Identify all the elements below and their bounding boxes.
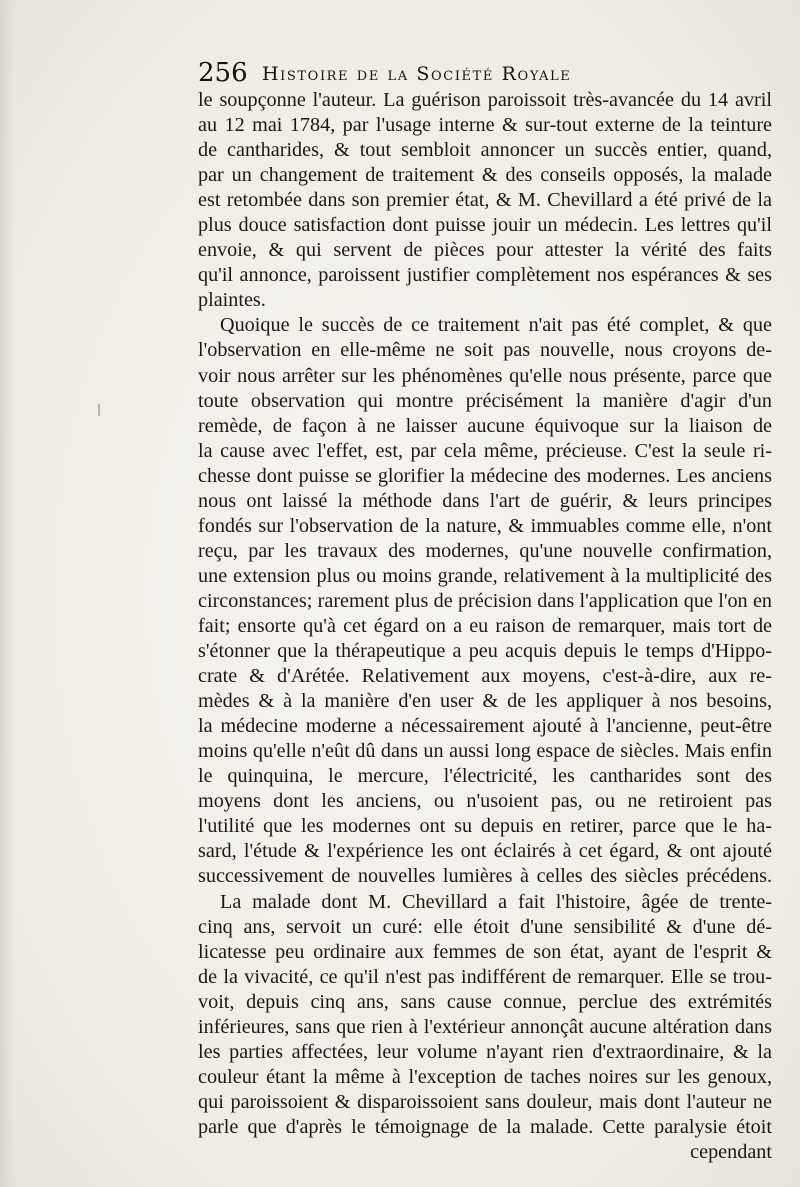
paragraph-start-line: La malade dont M. Chevillard a fait l'histoire, âgée de trente- [220, 890, 772, 913]
text-line: de la vivacité, ce qu'il n'est pas indifférent de remarquer. Elle se trou- [198, 965, 772, 988]
page-number: 256 [198, 58, 248, 88]
text-line: reçu, par les travaux des modernes, qu'une nouvelle confirmation, [198, 539, 772, 562]
catchword: cependant [690, 1140, 772, 1163]
body-text [198, 88, 772, 1165]
text-line: est retombée dans son premier état, & M. Chevillard a été privé de la [198, 189, 772, 212]
text-line: chesse dont puisse se glorifier la médecine des modernes. Les anciens [198, 464, 772, 487]
text-line: le quinquina, le mercure, l'électricité, les cantharides sont des [198, 765, 772, 788]
text-line: fait; ensorte qu'à cet égard on a eu raison de remarquer, mais tort de [198, 614, 772, 637]
text-line: plaintes. [198, 289, 266, 312]
gutter-shadow [0, 0, 14, 1187]
text-line: nous ont laissé la méthode dans l'art de guérir, & leurs principes [198, 489, 772, 512]
running-title: Histoire de la Société Royale [262, 63, 572, 85]
text-line: la cause avec l'effet, est, par cela même, précieuse. C'est la seule ri- [198, 439, 772, 462]
text-line: moins qu'elle n'eût dû dans un aussi long espace de siècles. Mais enfin [198, 740, 772, 763]
text-line: mèdes & à la manière d'en user & de les appliquer à nos besoins, [198, 690, 772, 713]
text-line: envoie, & qui servent de pièces pour attester la vérité des faits [198, 239, 772, 262]
text-line: cinq ans, servoit un curé: elle étoit d'une sensibilité & d'une dé- [198, 915, 772, 938]
page-header [198, 58, 703, 90]
text-line: couleur étant la même à l'exception de taches noires sur les genoux, [198, 1065, 772, 1088]
text-line: parle que d'après le témoignage de la malade. Cette paralysie étoit [198, 1115, 772, 1138]
text-line: inférieures, sans que rien à l'extérieur annonçât aucune altération dans [198, 1015, 772, 1038]
text-line: de cantharides, & tout sembloit annoncer un succès entier, quand, [198, 139, 772, 162]
text-line: la médecine moderne a nécessairement ajouté à l'ancienne, peut-être [198, 715, 772, 738]
text-line: par un changement de traitement & des conseils opposés, la malade [198, 164, 772, 187]
text-line: sard, l'étude & l'expérience les ont éclairés à cet égard, & ont ajouté [198, 840, 772, 863]
text-line: successivement de nouvelles lumières à celles des siècles précédens. [198, 865, 772, 888]
text-line: l'observation en elle-même ne soit pas nouvelle, nous croyons de- [198, 339, 772, 362]
text-line: s'étonner que la thérapeutique a peu acquis depuis le temps d'Hippo- [198, 640, 772, 663]
text-line: voir nous arrêter sur les phénomènes qu'elle nous présente, parce que [198, 364, 772, 387]
text-line: licatesse peu ordinaire aux femmes de son état, ayant de l'esprit & [198, 940, 772, 963]
text-line: l'utilité que les modernes ont su depuis en retirer, parce que le ha- [198, 815, 772, 838]
text-line: une extension plus ou moins grande, relativement à la multiplicité des [198, 564, 772, 587]
text-line: fondés sur l'observation de la nature, & immuables comme elle, n'ont [198, 514, 772, 537]
text-line: voit, depuis cinq ans, sans cause connue, perclue des extrémités [198, 990, 772, 1013]
margin-mark [98, 404, 100, 416]
text-line: plus douce satisfaction dont puisse jouir un médecin. Les lettres qu'il [198, 214, 772, 237]
text-line: au 12 mai 1784, par l'usage interne & sur-tout externe de la teinture [198, 114, 772, 137]
text-line: qui paroissoient & disparoissoient sans douleur, mais dont l'auteur ne [198, 1090, 772, 1113]
paragraph-start-line: Quoique le succès de ce traitement n'ait pas été complet, & que [220, 314, 772, 337]
text-line: le soupçonne l'auteur. La guérison paroissoit très-avancée du 14 avril [198, 89, 772, 111]
text-line: remède, de façon à ne laisser aucune équivoque sur la liaison de [198, 414, 772, 437]
text-line: moyens dont les anciens, ou n'usoient pas, ou ne retiroient pas [198, 790, 772, 813]
text-line: qu'il annonce, paroissent justifier complètement nos espérances & ses [198, 264, 772, 287]
text-line: crate & d'Arétée. Relativement aux moyens, c'est-à-dire, aux re- [198, 665, 772, 688]
text-line: toute observation qui montre précisément la manière d'agir d'un [198, 389, 772, 412]
text-line: circonstances; rarement plus de précision dans l'application que l'on en [198, 589, 772, 612]
text-line: les parties affectées, leur volume n'ayant rien d'extraordinaire, & la [198, 1040, 772, 1063]
